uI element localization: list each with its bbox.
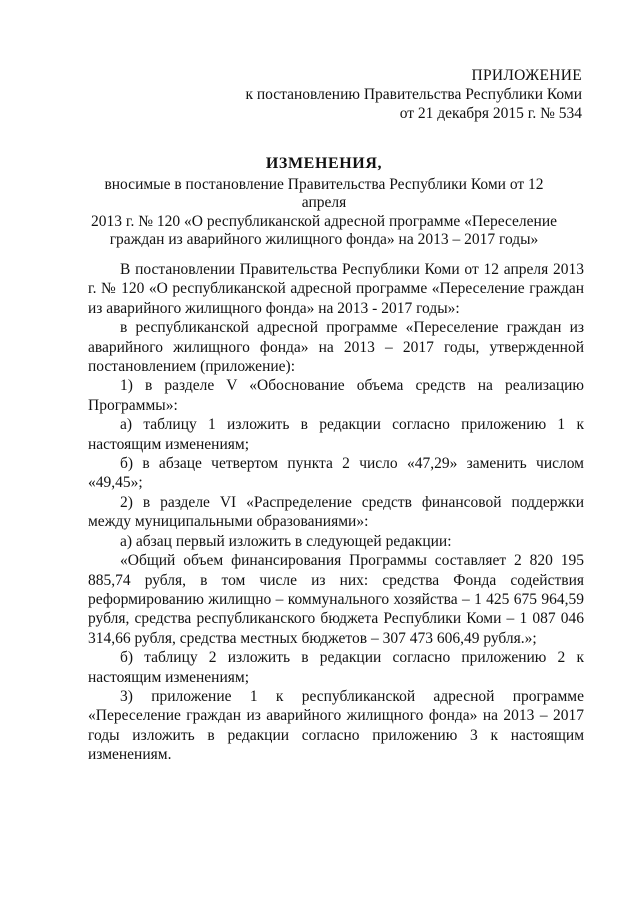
paragraph-7: а) абзац первый изложить в следующей редакции:	[120, 532, 452, 550]
paragraph-10: 3) приложение 1 к республиканской адресной программе «Переселение граждан из аварийного жилищного фонда» на 2013 – 2017 годы изложить в редакции согласно приложению 3 к настоящим изменениям.	[88, 687, 584, 764]
paragraph-9: б) таблицу 2 изложить в редакции согласно приложению 2 к настоящим изменениям;	[88, 649, 584, 686]
paragraph-3: 1) в разделе V «Обоснование объема средств на реализацию Программы»:	[88, 377, 584, 414]
annex-label: ПРИЛОЖЕНИЕ	[471, 67, 582, 84]
document-title	[84, 155, 564, 250]
title-line-3: граждан из аварийного жилищного фонда» на 2013 – 2017 годы»	[109, 231, 539, 248]
document-body	[88, 260, 584, 765]
paragraph-1: В постановлении Правительства Республики Коми от 12 апреля 2013 г. № 120 «О республиканской адресной программе «Переселение граждан из аварийного жилищного фонда» на 2013 - 2017 годы»:	[88, 261, 584, 317]
paragraph-2: в республиканской адресной программе «Переселение граждан из аварийного жилищного фонда» на 2013 – 2017 годы, утвержденной постановлением (приложение):	[88, 319, 584, 376]
paragraph-8: «Общий объем финансирования Программы составляет 2 820 195 885,74 рубля, в том числе из них: средства Фонда содействия реформированию жилищно – коммунального хозяйства – 1 425 675 964,59 рубля, средства республиканского бюджета Республики Коми – 1 087 046 314,66 рубля, средства местных бюджетов – 307 473 606,49 рубля.»;	[88, 552, 584, 647]
annex-reference: к постановлению Правительства Республики Коми	[245, 86, 582, 103]
paragraph-5: б) в абзаце четвертом пункта 2 число «47,29» заменить числом «49,45»;	[88, 455, 584, 492]
annex-header	[245, 66, 582, 123]
paragraph-6: 2) в разделе VI «Распределение средств финансовой поддержки между муниципальными образованиями»:	[88, 493, 584, 531]
annex-date: от 21 декабря 2015 г. № 534	[399, 105, 582, 122]
paragraph-4: а) таблицу 1 изложить в редакции согласно приложению 1 к настоящим изменениям;	[88, 416, 584, 453]
title-line-2: 2013 г. № 120 «О республиканской адресной программе «Переселение	[90, 212, 558, 230]
title-line-1: вносимые в постановление Правительства Республики Коми от 12 апреля	[104, 175, 544, 211]
title-heading: ИЗМЕНЕНИЯ,	[265, 155, 383, 172]
